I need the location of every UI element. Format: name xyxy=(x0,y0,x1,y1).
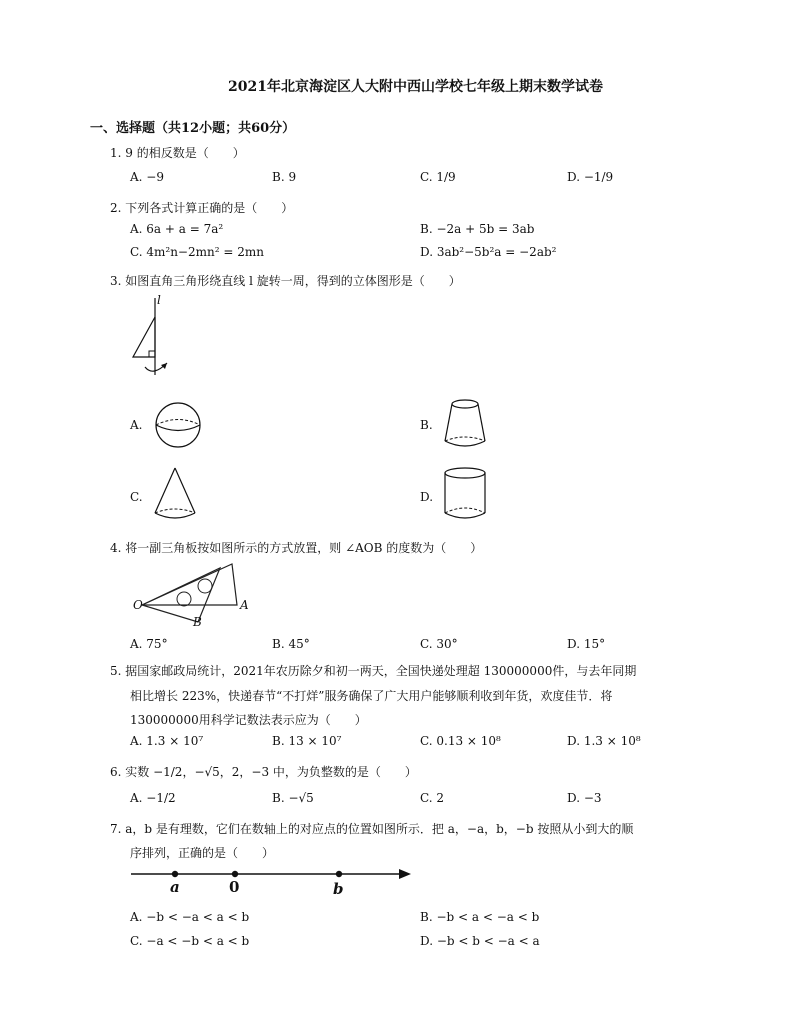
question-6-stem: 6. 实数 −1/2，−√5，2，−3 中，为负整数的是（ ） xyxy=(110,765,417,779)
q7-option-b: B. −b < a < −a < b xyxy=(420,910,540,924)
q2-option-c: C. 4m²n−2mn² = 2mn xyxy=(130,245,264,259)
section-heading: 一、选择题（共12小题；共60分） xyxy=(90,121,296,136)
question-5-line-2: 相比增长 223%，快递春节“不打烊”服务确保了广大用户能够顺利收到年货，欢度佳节．将 xyxy=(130,689,613,703)
q1-option-c: C. 1/9 xyxy=(420,170,456,184)
q1-option-b: B. 9 xyxy=(272,170,297,184)
rotation-triangle-figure xyxy=(125,295,185,385)
point-o-label: O xyxy=(133,598,143,612)
q1-option-d: D. −1/9 xyxy=(567,170,614,184)
q6-option-d: D. −3 xyxy=(567,791,602,805)
sphere-icon xyxy=(153,400,203,450)
point-a-label: A xyxy=(240,598,249,612)
cone-icon xyxy=(151,465,201,525)
page-title: 2021年北京海淀区人大附中西山学校七年级上期末数学试卷 xyxy=(228,79,603,95)
question-5-line-1: 5. 据国家邮政局统计，2021年农历除夕和初一两天，全国快递处理超 130000000件，与去年同期 xyxy=(110,664,637,678)
q3-option-c: C. xyxy=(130,490,143,504)
q6-option-a: A. −1/2 xyxy=(130,791,176,805)
q5-option-d: D. 1.3 × 10⁸ xyxy=(567,734,641,748)
frustum-icon xyxy=(440,395,490,450)
origin-label: 0 xyxy=(229,878,240,896)
question-7-line-2: 序排列，正确的是（ ） xyxy=(130,846,275,860)
q2-option-b: B. −2a + 5b = 3ab xyxy=(420,222,535,236)
q4-option-a: A. 75° xyxy=(130,637,168,651)
question-2-stem: 2. 下列各式计算正确的是（ ） xyxy=(110,201,294,215)
q3-option-d: D. xyxy=(420,490,434,504)
q3-option-a: A. xyxy=(130,418,143,432)
q4-option-c: C. 30° xyxy=(420,637,458,651)
cylinder-icon xyxy=(440,465,490,525)
q1-option-a: A. −9 xyxy=(130,170,164,184)
q7-option-d: D. −b < b < −a < a xyxy=(420,934,540,948)
point-b-label: b xyxy=(333,880,344,898)
q3-option-b: B. xyxy=(420,418,433,432)
q2-option-d: D. 3ab²−5b²a = −2ab² xyxy=(420,245,557,259)
q4-option-b: B. 45° xyxy=(272,637,310,651)
question-7-line-1: 7. a，b 是有理数，它们在数轴上的对应点的位置如图所示．把 a，−a，b，−b 按照从小到大的顺 xyxy=(110,822,634,836)
q7-option-a: A. −b < −a < a < b xyxy=(130,910,250,924)
question-5-line-3: 130000000用科学记数法表示应为（ ） xyxy=(130,713,367,727)
point-a-label: a xyxy=(170,878,180,896)
q6-option-b: B. −√5 xyxy=(272,791,314,805)
q5-option-c: C. 0.13 × 10⁸ xyxy=(420,734,501,748)
q6-option-c: C. 2 xyxy=(420,791,445,805)
question-1-stem: 1. 9 的相反数是（ ） xyxy=(110,146,245,160)
question-3-stem: 3. 如图直角三角形绕直线 l 旋转一周，得到的立体图形是（ ） xyxy=(110,274,461,288)
axis-label-l: l xyxy=(157,293,161,307)
q7-option-c: C. −a < −b < a < b xyxy=(130,934,250,948)
q5-option-b: B. 13 × 10⁷ xyxy=(272,734,342,748)
q5-option-a: A. 1.3 × 10⁷ xyxy=(130,734,204,748)
question-4-stem: 4. 将一副三角板按如图所示的方式放置，则 ∠AOB 的度数为（ ） xyxy=(110,541,483,555)
q2-option-a: A. 6a + a = 7a² xyxy=(130,222,224,236)
q4-option-d: D. 15° xyxy=(567,637,606,651)
point-b-label: B xyxy=(193,615,202,629)
